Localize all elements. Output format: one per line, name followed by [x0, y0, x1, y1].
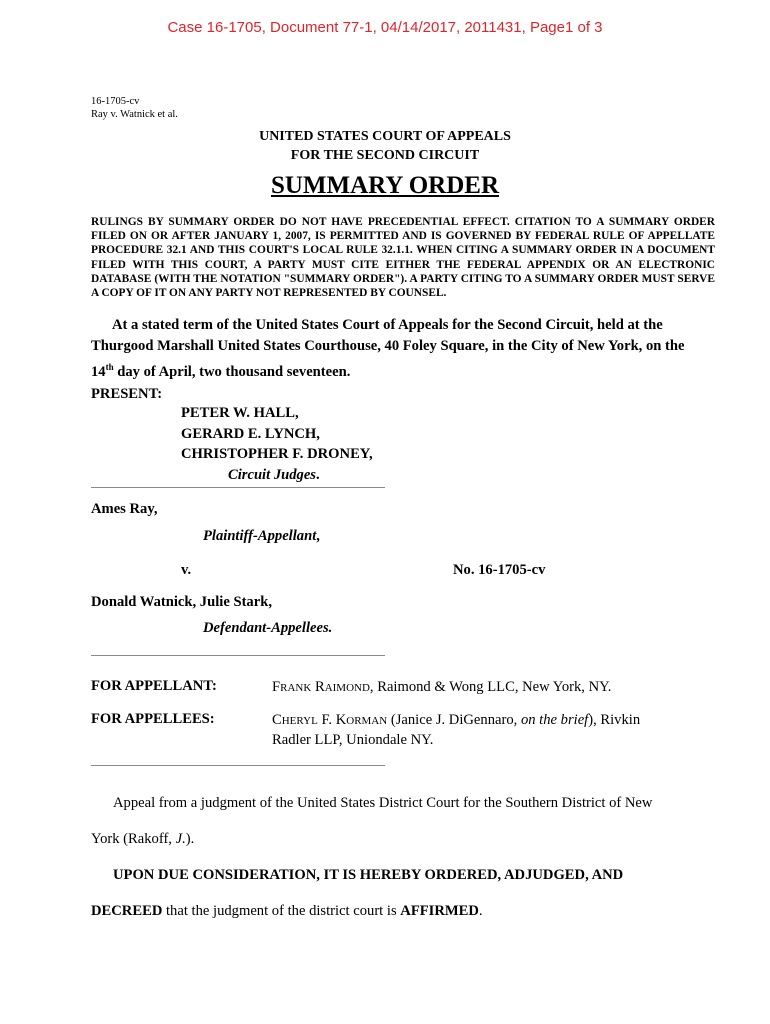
plaintiff-role	[203, 527, 320, 545]
defendants-names: Donald Watnick, Julie Stark,	[91, 594, 272, 610]
appellant-counsel-label: FOR APPELLANT:	[91, 678, 217, 694]
ordered-line-1: UPON DUE CONSIDERATION, IT IS HEREBY ORDERED, ADJUDGED, AND	[113, 867, 624, 883]
decreed: DECREED	[91, 903, 163, 919]
docket-number: 16-1705-cv	[91, 96, 140, 107]
case-caption	[91, 95, 178, 121]
appellees-counsel-label: FOR APPELLEES:	[91, 711, 215, 727]
defendants-role: Defendant-Appellees.	[203, 620, 333, 636]
term-text-before: At a stated term of the United States Court of Appeals for the Second Circuit, held at the Thurgood Marshall United States Courthouse, 40 Foley Square, in the City of New York, on the 14	[91, 317, 685, 380]
judges-role	[181, 465, 373, 486]
divider-rule	[91, 765, 385, 766]
header-stamp: Case 16-1705, Document 77-1, 04/14/2017, 2011431, Page1 of 3	[167, 19, 603, 36]
appeal-line-1: Appeal from a judgment of the United States District Court for the Southern District of New	[113, 795, 653, 811]
judges-role-text: Circuit Judges	[228, 466, 316, 483]
court-name	[0, 127, 770, 165]
appeal-line-2: York (Rakoff, J.).	[91, 831, 195, 847]
versus: v.	[181, 562, 192, 578]
precedent-notice: RULINGS BY SUMMARY ORDER DO NOT HAVE PRECEDENTIAL EFFECT. CITATION TO A SUMMARY ORDER FILED ON OR AFTER JANUARY 1, 2007, IS PERMITTED AND IS GOVERNED BY FEDERAL RULE OF APPELLATE PROCEDURE 32.1 AND THIS COURT'S LOCAL RULE 32.1.1. WHEN CITING A SUMMARY ORDER IN A DOCUMENT FILED WITH THIS COURT, A PARTY MUST CITE EITHER THE FEDERAL APPENDIX OR AN ELECTRONIC DATABASE (WITH THE NOTATION "SUMMARY ORDER"). A PARTY CITING TO A SUMMARY ORDER MUST SERVE A COPY OF IT ON ANY PARTY NOT REPRESENTED BY COUNSEL.	[91, 216, 715, 300]
plaintiff-name: Ames Ray,	[91, 501, 158, 517]
term-text-after: day of April, two thousand seventeen.	[113, 363, 351, 380]
judges-role-suffix: .	[315, 466, 320, 483]
judges-list	[181, 403, 373, 485]
ordered-line-2: DECREED that the judgment of the district court is AFFIRMED.	[91, 903, 483, 919]
appellees-counsel-line-2: Radler LLP, Uniondale NY.	[272, 732, 434, 748]
court-line-2: FOR THE SECOND CIRCUIT	[290, 148, 480, 163]
appellees-counsel-line-1: CHERYL F. KORMAN (Janice J. DiGennaro, on the brief), Rivkin	[272, 712, 641, 728]
plaintiff-role-suffix: ,	[316, 528, 320, 544]
judge-name: CHRISTOPHER F. DRONEY,	[181, 446, 373, 462]
affirmed: AFFIRMED	[400, 903, 479, 919]
term-ordinal-suffix: th	[105, 362, 114, 372]
term-paragraph	[91, 315, 691, 383]
divider-rule	[91, 655, 385, 656]
document-title: SUMMARY ORDER	[270, 172, 500, 199]
short-title: Ray v. Watnick et al.	[91, 109, 178, 120]
plaintiff-role-text: Plaintiff-Appellant	[203, 528, 317, 544]
appellees-counsel	[272, 711, 692, 750]
court-line-1: UNITED STATES COURT OF APPEALS	[259, 129, 511, 144]
present-label: PRESENT:	[91, 386, 163, 402]
judge-name: PETER W. HALL,	[181, 405, 299, 421]
case-number: No. 16-1705-cv	[453, 562, 546, 578]
judge-initial: J.	[175, 831, 186, 847]
appellant-counsel: FRANK RAIMOND, Raimond & Wong LLC, New York, NY.	[272, 679, 612, 695]
on-the-brief: on the brief	[520, 712, 589, 728]
divider-rule	[91, 487, 385, 488]
judge-name: GERARD E. LYNCH,	[181, 425, 320, 442]
